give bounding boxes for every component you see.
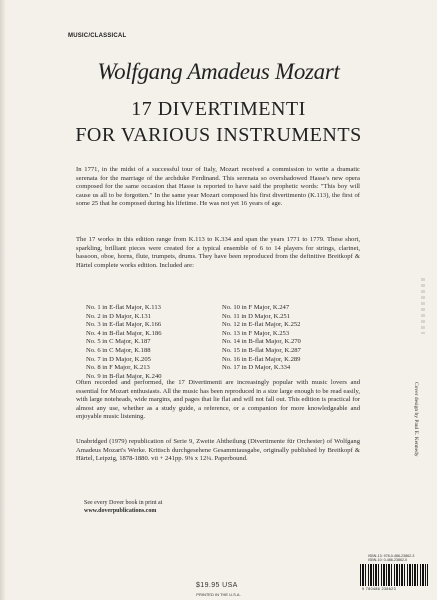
list-item: No. 14 in B-flat Major, K.270 <box>222 338 301 346</box>
list-item: No. 4 in B-flat Major, K.186 <box>86 329 162 337</box>
dover-url-link[interactable]: www.doverpublications.com <box>84 508 157 514</box>
list-item: No. 7 in D Major, K.205 <box>86 355 151 363</box>
list-item: No. 9 in B-flat Major, K.240 <box>86 372 162 380</box>
contents-column-right <box>222 304 301 373</box>
spine-shadow <box>0 0 6 600</box>
list-item: No. 3 in E-flat Major, K.166 <box>86 321 162 329</box>
list-item: No. 2 in D Major, K.131 <box>86 312 151 320</box>
list-item: No. 12 in E-flat Major, K.252 <box>222 321 301 329</box>
isbn-block <box>368 554 414 562</box>
list-item: No. 15 in B-flat Major, K.287 <box>222 346 301 354</box>
title-line-1: 17 DIVERTIMENTI <box>131 98 306 120</box>
list-item: No. 1 in E-flat Major, K.113 <box>86 304 161 311</box>
list-item: No. 11 in D Major, K.251 <box>222 312 290 320</box>
list-item: No. 16 in E-flat Major, K.289 <box>222 355 301 363</box>
list-item: No. 17 in D Major, K.334 <box>222 364 291 372</box>
title-line-2: FOR VARIOUS INSTRUMENTS <box>75 124 362 146</box>
publication-note: Unabridged (1979) republication of Serie 9, Zweite Abtheilung (Divertimente für Orchester) of Wolfgang Amadeus Mozart's Werke. Kritisch durchgesehene Gesammtausgabe, originally published by Breitkopf & Härtel, Leipzig, 1878-1880. vii + 241pp. 9⅜ x 12¼. Paperbound. <box>76 438 360 463</box>
barcode-number: 9 780486 238623 <box>362 587 396 591</box>
faint-scan-mark <box>421 278 425 334</box>
list-item: No. 8 in F Major, K.213 <box>86 364 150 372</box>
price-label: $19.95 USA <box>196 582 238 589</box>
cover-design-credit: Cover design by Paul E. Kennedy <box>413 382 419 457</box>
isbn-10: ISBN-10: 0-486-23862-0 <box>368 558 408 563</box>
composer-name: Wolfgang Amadeus Mozart <box>97 59 340 84</box>
description-paragraph-1: In 1771, in the midst of a successful tour of Italy, Mozart received a commission to write a dramatic serenata for the marriage of the archduke Ferdinand. This serenata so overshadowed Hasse's new opera composed for the same occasion that Hasse is reported to have said the prophetic words: "This boy will cause us all to be forgotten." In the same year Mozart composed his first divertimento (K.113), the first of some 25 that he composed during his lifetime. He was not yet 16 years of age. <box>76 166 360 208</box>
dover-website-note <box>84 499 162 515</box>
dover-note-text: See every Dover book in print at <box>84 500 163 506</box>
description-paragraph-2: The 17 works in this edition range from K.113 to K.334 and span the years 1771 to 1779. These short, sparkling, brilliant pieces were created for a typical ensemble of 6 to 14 players for strings, clarinet, bassoon, oboe, horns, flute, trumpets, drums. They have been reproduced from the definitive Breitkopf & Härtel complete works edition. Included are: <box>76 236 360 269</box>
description-paragraph-3: Often recorded and performed, the 17 Divertimenti are increasingly popular with music lovers and essential for Mozart enthusiasts. All the music has been reproduced in a size large enough to be read easily, with large noteheads, wide margins, and pages that lie flat and will not fall out. This edition is practical for almost any use, whether as a study guide, a reference, or a companion for more knowledgeable and enjoyable music listening. <box>76 379 360 421</box>
list-item: No. 10 in F Major, K.247 <box>222 304 290 311</box>
list-item: No. 13 in F Major, K.253 <box>222 329 290 337</box>
printed-in-label: PRINTED IN THE U.S.A. <box>196 592 241 597</box>
category-label: MUSIC/CLASSICAL <box>68 33 127 39</box>
list-item: No. 5 in C Major, K.187 <box>86 338 151 346</box>
isbn-13: ISBN-13: 978-0-486-23862-3 <box>368 554 415 558</box>
contents-column-left <box>86 304 162 381</box>
barcode-icon <box>360 564 428 586</box>
list-item: No. 6 in C Major, K.188 <box>86 346 151 354</box>
